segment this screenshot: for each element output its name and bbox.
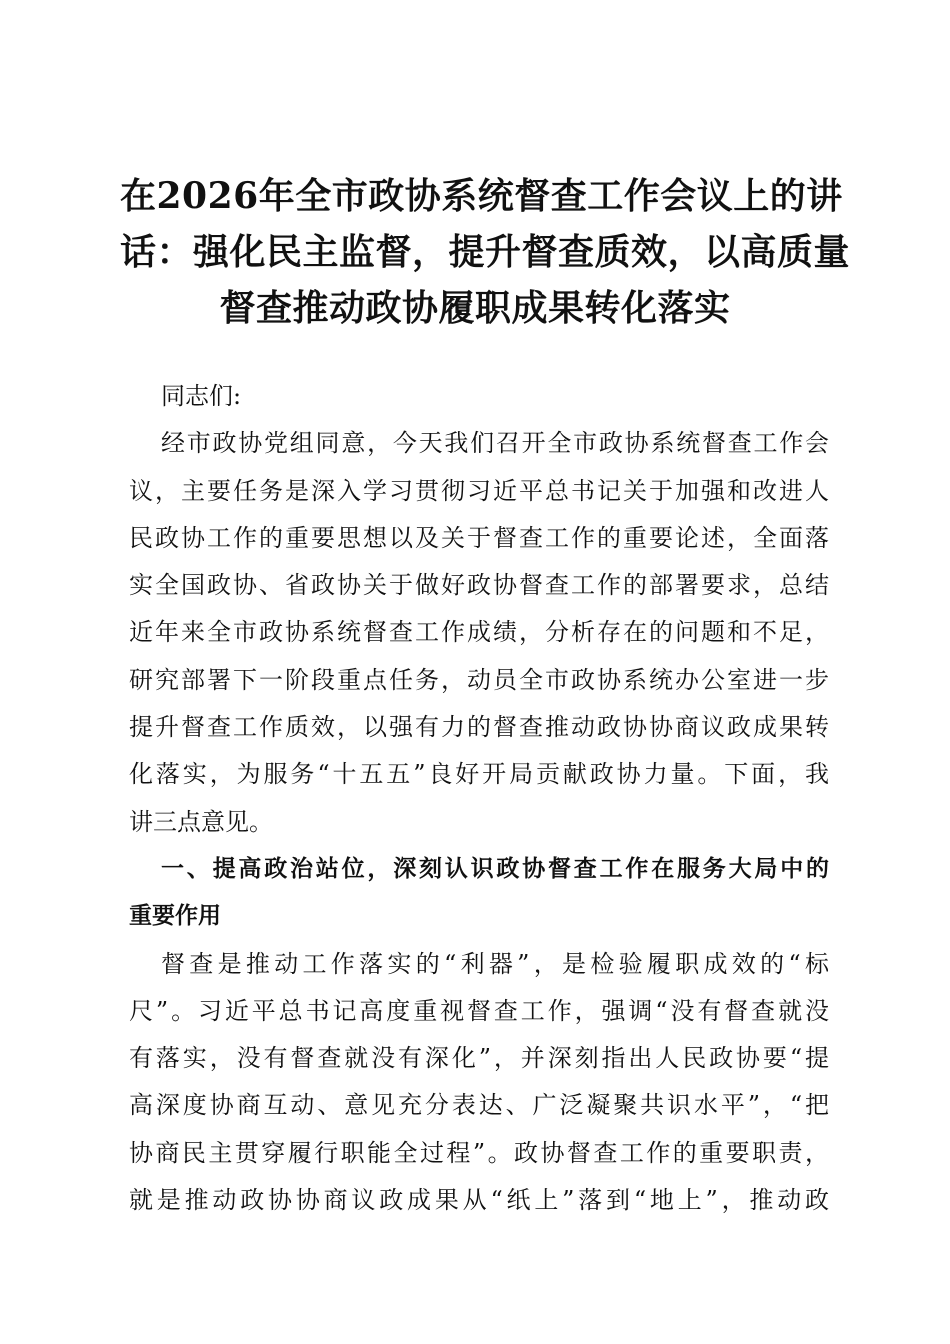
paragraph-line: 经市政协党组同意，今天我们召开全市政协系统督查工作会 — [161, 429, 829, 458]
salutation: 同志们: — [161, 382, 242, 410]
section-heading-1 — [129, 846, 829, 941]
paragraph-line: 有落实，没有督查就没有深化”，并深刻指出人民政协要“提 — [129, 1044, 829, 1073]
title-line-2: 话：强化民主监督，提升督查质效，以高质量 — [120, 231, 851, 273]
paragraph-line: 讲三点意见。 — [129, 807, 273, 836]
paragraph-line: 近年来全市政协系统督查工作成绩，分析存在的问题和不足， — [129, 618, 829, 647]
paragraph-line: 高深度协商互动、意见充分表达、广泛凝聚共识水平”，“把 — [129, 1091, 829, 1120]
paragraph-2 — [129, 941, 829, 1225]
paragraph-line: 研究部署下一阶段重点任务，动员全市政协系统办公室进一步 — [129, 665, 829, 694]
title-line-3: 督查推动政协履职成果转化落实 — [219, 287, 731, 329]
paragraph-1 — [129, 420, 829, 846]
paragraph-line: 协商民主贯穿履行职能全过程”。政协督查工作的重要职责， — [129, 1138, 829, 1167]
document-body — [129, 373, 829, 1224]
heading-line: 一、提高政治站位，深刻认识政协督查工作在服务大局中的 — [161, 855, 829, 882]
paragraph-line: 议，主要任务是深入学习贯彻习近平总书记关于加强和改进人 — [129, 476, 829, 505]
paragraph-line: 尺”。习近平总书记高度重视督查工作，强调“没有督查就没 — [129, 996, 829, 1025]
document-title — [120, 168, 851, 336]
paragraph-line: 督查是推动工作落实的“利器”，是检验履职成效的“标 — [161, 949, 829, 978]
paragraph-line: 提升督查工作质效，以强有力的督查推动政协协商议政成果转 — [129, 713, 829, 742]
title-line-1: 在2026年全市政协系统督查工作会议上的讲 — [120, 175, 843, 217]
paragraph-line: 化落实，为服务“十五五”良好开局贡献政协力量。下面，我 — [129, 760, 829, 789]
heading-line: 重要作用 — [129, 903, 221, 930]
paragraph-line: 就是推动政协协商议政成果从“纸上”落到“地上”，推动政 — [129, 1186, 829, 1215]
paragraph-line: 实全国政协、省政协关于做好政协督查工作的部署要求，总结 — [129, 571, 829, 600]
paragraph-line: 民政协工作的重要思想以及关于督查工作的重要论述，全面落 — [129, 523, 829, 552]
